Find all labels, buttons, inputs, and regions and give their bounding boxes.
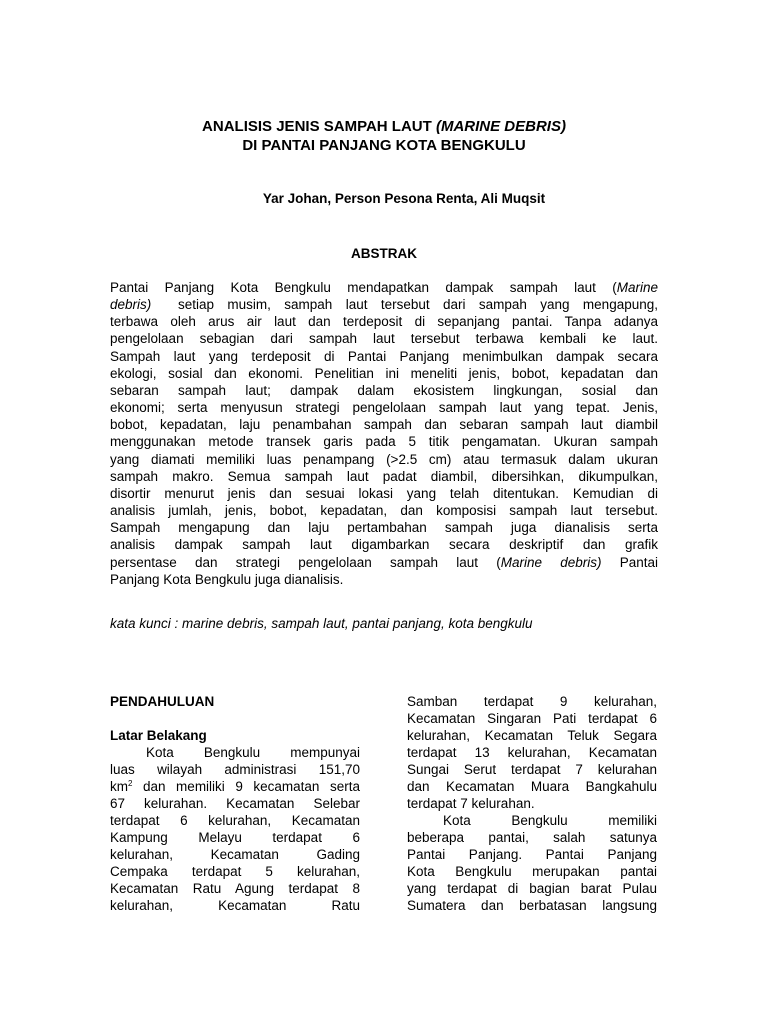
abstract-line: bobot, kepadatan, laju penambahan sampah dan sebaran sampah laut diambil <box>110 417 658 433</box>
body-line: terdapat 7 kelurahan. <box>407 796 535 811</box>
body-line: Kecamatan Ratu Agung terdapat 8 <box>110 881 360 896</box>
body-line: Pantai Panjang. Pantai Panjang <box>407 847 657 862</box>
body-line: kelurahan, Kecamatan Gading <box>110 847 360 862</box>
right-column <box>407 693 657 914</box>
abstract-line: ekonomi; serta menyusun strategi pengelolaan sampah laut yang tepat. Jenis, <box>110 400 658 416</box>
subsection-heading: Latar Belakang <box>110 728 207 743</box>
left-column <box>110 693 360 914</box>
abstract-line: menggunakan metode transek garis pada 5 titik pengamatan. Ukuran sampah <box>110 434 658 450</box>
body-line <box>110 778 360 795</box>
abstract-line: analisis jumlah, jenis, bobot, kepadatan, dan komposisi sampah laut tersebut. <box>110 503 658 519</box>
body-line: Kota Bengkulu merupakan pantai <box>407 864 657 879</box>
body-line: Sungai Serut terdapat 7 kelurahan <box>407 762 657 777</box>
body-line: 67 kelurahan. Kecamatan Selebar <box>110 796 360 811</box>
abstract-line: terbawa oleh arus air laut dan terdeposit di sepanjang pantai. Tanpa adanya <box>110 314 658 330</box>
body-line: Kampung Melayu terdapat 6 <box>110 830 360 845</box>
body-line: Samban terdapat 9 kelurahan, <box>407 694 657 709</box>
section-heading: PENDAHULUAN <box>110 694 215 709</box>
abstract-line: debris) setiap musim, sampah laut tersebut dari sampah yang mengapung, <box>110 297 658 313</box>
abstract-line: disortir menurut jenis dan sesuai lokasi yang telah ditentukan. Kemudian di <box>110 485 658 501</box>
body-line: terdapat 13 kelurahan, Kecamatan <box>407 745 657 760</box>
abstract-line: Pantai Panjang Kota Bengkulu mendapatkan dampak sampah laut (Marine <box>110 280 658 295</box>
title-line-2: DI PANTAI PANJANG KOTA BENGKULU <box>242 137 526 154</box>
body-line: dan Kecamatan Muara Bangkahulu <box>407 779 657 794</box>
body-line: Cempaka terdapat 5 kelurahan, <box>110 864 360 879</box>
abstract-line: persentase dan strategi pengelolaan sampah laut (Marine debris) Pantai <box>110 554 658 570</box>
body-line: kelurahan, Kecamatan Ratu <box>110 898 360 913</box>
abstract-line: sampah makro. Semua sampah laut padat diambil, dibersihkan, dikumpulkan, <box>110 468 658 484</box>
body-line: Kota Bengkulu memiliki <box>443 813 657 828</box>
body-line: terdapat 6 kelurahan, Kecamatan <box>110 813 360 828</box>
abstract-line: yang diamati memiliki luas penampang (>2.5 cm) atau termasuk dalam ukuran <box>110 451 658 467</box>
body-line: kelurahan, Kecamatan Teluk Segara <box>407 728 657 743</box>
superscript-2: 2 <box>128 779 133 788</box>
title-line-1-prefix: ANALISIS JENIS SAMPAH LAUT <box>202 118 436 135</box>
abstract-body <box>110 279 658 588</box>
body-line: Kecamatan Singaran Pati terdapat 6 <box>407 711 657 726</box>
paper-title <box>0 117 768 155</box>
body-line-km-rest: dan memiliki 9 kecamatan serta <box>132 779 360 794</box>
title-line-1 <box>0 117 768 136</box>
keywords: kata kunci : marine debris, sampah laut, pantai panjang, kota bengkulu <box>110 616 533 631</box>
abstract-heading: ABSTRAK <box>351 246 417 261</box>
abstract-line: analisis dampak sampah laut digambarkan secara deskriptif dan grafik <box>110 537 658 553</box>
body-line-km: km <box>110 779 128 794</box>
abstract-line: pengelolaan sebagian dari sampah laut tersebut terbawa kembali ke laut. <box>110 331 658 347</box>
body-line: beberapa pantai, salah satunya <box>407 830 657 845</box>
abstract-line: ekologi, sosial dan ekonomi. Penelitian ini meneliti jenis, bobot, kepadatan dan <box>110 365 658 381</box>
body-line: yang terdapat di bagian barat Pulau <box>407 881 657 896</box>
abstract-line: Sampah laut yang terdeposit di Pantai Panjang menimbulkan dampak secara <box>110 348 658 364</box>
abstract-line: Sampah mengapung dan laju pertambahan sampah juga dianalisis serta <box>110 520 658 536</box>
body-line: Kota Bengkulu mempunyai <box>146 745 360 760</box>
body-line: Sumatera dan berbatasan langsung <box>407 898 657 913</box>
author-list: Yar Johan, Person Pesona Renta, Ali Muqsit <box>262 191 546 206</box>
title-line-1-italic: (MARINE DEBRIS) <box>435 118 566 135</box>
abstract-line: Panjang Kota Bengkulu juga dianalisis. <box>110 571 344 587</box>
abstract-line: sebaran sampah laut; dampak dalam ekosistem lingkungan, sosial dan <box>110 382 658 398</box>
body-line: luas wilayah administrasi 151,70 <box>110 762 360 777</box>
